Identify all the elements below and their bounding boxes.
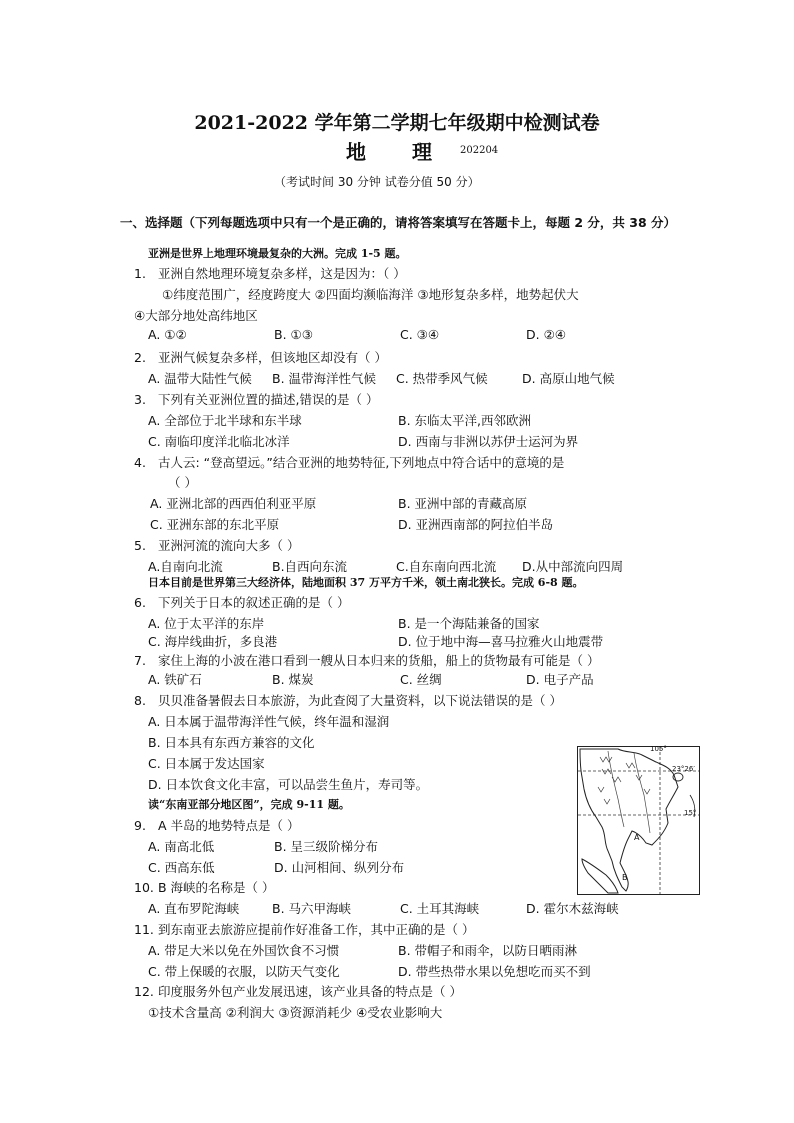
question-3: 3. 下列有关亚洲位置的描述,错误的是（ ） bbox=[134, 392, 379, 407]
exam-code: 202204 bbox=[460, 145, 499, 156]
q1-option-a: A. ①② bbox=[148, 327, 187, 342]
q8-option-a: A. 日本属于温带海洋性气候，终年温和湿润 bbox=[148, 714, 390, 729]
q11-option-a: A. 带足大米以免在外国饮食不习惯 bbox=[148, 943, 340, 958]
q3-option-a: A. 全部位于北半球和东半球 bbox=[148, 413, 302, 428]
q2-option-c: C. 热带季风气候 bbox=[396, 371, 488, 386]
q12-statements: ①技术含量高 ②利润大 ③资源消耗少 ④受农业影响大 bbox=[148, 1005, 443, 1020]
q11-option-b: B. 带帽子和雨伞，以防日晒雨淋 bbox=[398, 943, 578, 958]
q8-option-d: D. 日本饮食文化丰富，可以品尝生鱼片，寿司等。 bbox=[148, 777, 429, 792]
map-label-15: 15° bbox=[684, 809, 697, 817]
q3-option-d: D. 西南与非洲以苏伊士运河为界 bbox=[398, 434, 579, 449]
q4-option-c: C. 亚洲东部的东北平原 bbox=[150, 517, 280, 532]
question-7: 7. 家住上海的小波在港口看到一艘从日本归来的货船，船上的货物最有可能是（ ） bbox=[134, 653, 600, 668]
q1-option-c: C. ③④ bbox=[400, 327, 440, 342]
q6-option-d: D. 位于地中海—喜马拉雅火山地震带 bbox=[398, 634, 604, 649]
q6-option-c: C. 海岸线曲折，多良港 bbox=[148, 634, 278, 649]
question-1: 1. 亚洲自然地理环境复杂多样，这是因为：（ ） bbox=[134, 266, 406, 281]
question-2: 2. 亚洲气候复杂多样，但该地区却没有（ ） bbox=[134, 350, 387, 365]
map-label-tropic: 23°26′ bbox=[672, 765, 695, 773]
q2-option-a: A. 温带大陆性气候 bbox=[148, 371, 252, 386]
section-heading: 一、选择题（下列每题选项中只有一个是正确的，请将答案填写在答题卡上，每题 2 分，共 38 分） bbox=[120, 215, 677, 230]
q5-option-d: D.从中部流向四周 bbox=[522, 559, 624, 574]
exam-title: 2021-2022 学年第二学期七年级期中检测试卷 bbox=[194, 112, 600, 134]
q5-option-b: B.自西向东流 bbox=[272, 559, 348, 574]
q2-option-d: D. 高原山地气候 bbox=[522, 371, 615, 386]
map-label-b: B bbox=[622, 873, 628, 882]
q4-option-a: A. 亚洲北部的西西伯利亚平原 bbox=[150, 496, 317, 511]
q7-option-a: A. 铁矿石 bbox=[148, 672, 202, 687]
mainland-outline bbox=[580, 749, 678, 891]
question-9: 9. A 半岛的地势特点是（ ） bbox=[134, 818, 300, 833]
river-1 bbox=[608, 751, 624, 827]
question-12: 12. 印度服务外包产业发展迅速，该产业具备的特点是（ ） bbox=[134, 984, 462, 999]
q10-option-b: B. 马六甲海峡 bbox=[272, 901, 352, 916]
q1-option-b: B. ①③ bbox=[274, 327, 313, 342]
question-8: 8. 贝贝准备暑假去日本旅游，为此查阅了大量资料，以下说法错误的是（ ） bbox=[134, 693, 562, 708]
map-label-a: A bbox=[634, 833, 640, 842]
q7-option-d: D. 电子产品 bbox=[526, 672, 594, 687]
q5-option-a: A.自南向北流 bbox=[148, 559, 223, 574]
q8-option-c: C. 日本属于发达国家 bbox=[148, 756, 265, 771]
q5-option-c: C.自东南向西北流 bbox=[396, 559, 497, 574]
subject-title: 地 理 bbox=[346, 140, 434, 164]
q1-statement-4: ④大部分地处高纬地区 bbox=[134, 308, 258, 323]
intro-q1-5: 亚洲是世界上地理环境最复杂的大洲。完成 1-5 题。 bbox=[148, 247, 407, 260]
q3-option-b: B. 东临太平洋,西邻欧洲 bbox=[398, 413, 531, 428]
q7-option-c: C. 丝绸 bbox=[400, 672, 442, 687]
q4-option-b: B. 亚洲中部的青藏高原 bbox=[398, 496, 528, 511]
q9-option-c: C. 西高东低 bbox=[148, 860, 215, 875]
q10-option-c: C. 土耳其海峡 bbox=[400, 901, 480, 916]
q11-option-d: D. 带些热带水果以免想吃而买不到 bbox=[398, 964, 591, 979]
question-4: 4. 古人云: “登高望远。”结合亚洲的地势特征,下列地点中符合话中的意境的是 bbox=[134, 455, 565, 470]
q9-option-a: A. 南高北低 bbox=[148, 839, 215, 854]
q10-option-a: A. 直布罗陀海峡 bbox=[148, 901, 240, 916]
q3-option-c: C. 南临印度洋北临北冰洋 bbox=[148, 434, 290, 449]
mountain-hatching bbox=[598, 757, 650, 804]
q1-statements: ①纬度范围广，经度跨度大 ②四面均濒临海洋 ③地形复杂多样，地势起伏大 bbox=[162, 287, 579, 302]
question-11: 11. 到东南亚去旅游应提前作好准备工作，其中正确的是（ ） bbox=[134, 922, 475, 937]
q8-option-b: B. 日本具有东西方兼容的文化 bbox=[148, 735, 315, 750]
intro-q6-8: 日本目前是世界第三大经济体，陆地面积 37 万平方千米，领土南北狭长。完成 6-8 题。 bbox=[148, 576, 584, 589]
exam-note: （考试时间 30 分钟 试卷分值 50 分） bbox=[274, 175, 480, 189]
question-5: 5. 亚洲河流的流向大多（ ） bbox=[134, 538, 300, 553]
intro-q9-11: 读“东南亚部分地区图”，完成 9-11 题。 bbox=[148, 798, 350, 811]
q4-blank: （ ） bbox=[168, 475, 197, 490]
southeast-asia-map bbox=[577, 746, 700, 895]
question-6: 6. 下列关于日本的叙述正确的是（ ） bbox=[134, 595, 350, 610]
q10-option-d: D. 霍尔木兹海峡 bbox=[526, 901, 619, 916]
q2-option-b: B. 温带海洋性气候 bbox=[272, 371, 377, 386]
q9-option-b: B. 呈三级阶梯分布 bbox=[274, 839, 379, 854]
q6-option-a: A. 位于太平洋的东岸 bbox=[148, 616, 265, 631]
question-10: 10. B 海峡的名称是（ ） bbox=[134, 880, 275, 895]
q11-option-c: C. 带上保暖的衣服，以防天气变化 bbox=[148, 964, 340, 979]
q7-option-b: B. 煤炭 bbox=[272, 672, 314, 687]
q4-option-d: D. 亚洲西南部的阿拉伯半岛 bbox=[398, 517, 554, 532]
q1-option-d: D. ②④ bbox=[526, 327, 566, 342]
q6-option-b: B. 是一个海陆兼备的国家 bbox=[398, 616, 540, 631]
q9-option-d: D. 山河相间、纵列分布 bbox=[274, 860, 405, 875]
map-label-105: 105° bbox=[650, 745, 667, 753]
